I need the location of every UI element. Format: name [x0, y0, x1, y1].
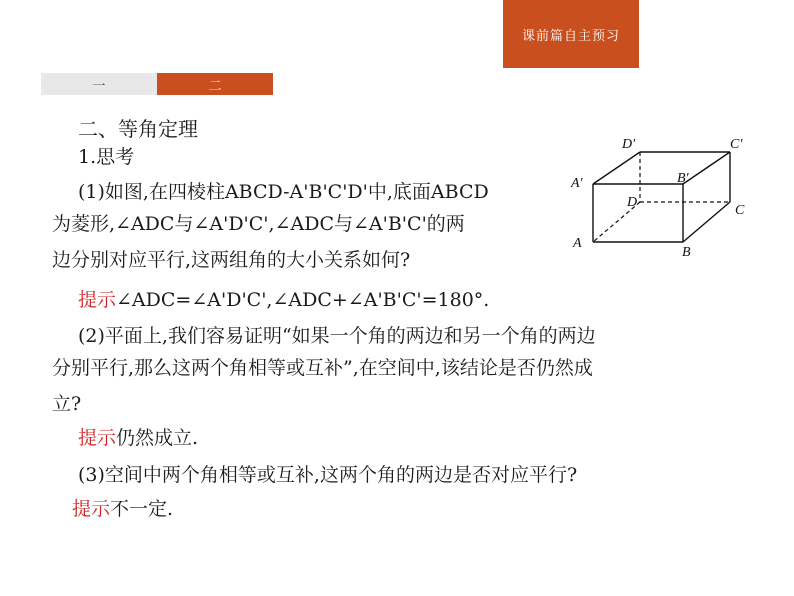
label-B: B [682, 245, 691, 260]
answer-3-text: 不一定. [110, 498, 174, 520]
label-B1: B′ [677, 171, 689, 186]
question-2-line-1: (2)平面上,我们容易证明“如果一个角的两边和另一个角的两边 [78, 325, 596, 347]
hint-label: 提示 [72, 498, 111, 520]
answer-2-text: 仍然成立. [116, 427, 199, 449]
tab-1[interactable]: 一 [41, 73, 157, 95]
label-D: D [627, 195, 638, 210]
hint-label: 提示 [78, 289, 117, 311]
question-3: (3)空间中两个角相等或互补,这两个角的两边是否对应平行? [78, 464, 578, 486]
question-2-line-2: 分别平行,那么这两个角相等或互补”,在空间中,该结论是否仍然成 [52, 357, 593, 379]
label-C1: C′ [730, 137, 743, 152]
section-label: 课前篇自主预习 [503, 0, 639, 68]
question-1-line-2: 为菱形,∠ADC与∠A'D'C',∠ADC与∠A'B'C'的两 [52, 213, 465, 235]
answer-1-text: ∠ADC=∠A'D'C',∠ADC+∠A'B'C'=180°. [116, 289, 490, 311]
label-A1: A′ [571, 176, 583, 191]
section-heading: 二、等角定理 [78, 117, 198, 141]
label-A: A [573, 236, 582, 251]
subheading: 1.思考 [78, 146, 135, 168]
question-2-line-3: 立? [52, 393, 82, 415]
label-C: C [735, 203, 745, 218]
hint-label: 提示 [78, 427, 117, 449]
question-1-line-1: (1)如图,在四棱柱ABCD-A'B'C'D'中,底面ABCD [78, 181, 489, 203]
prism-diagram [565, 132, 765, 262]
question-1-line-3: 边分别对应平行,这两组角的大小关系如何? [52, 249, 411, 271]
label-D1: D′ [622, 137, 636, 152]
answer-3 [72, 496, 173, 522]
tab-bar [41, 73, 273, 95]
answer-2 [78, 425, 198, 451]
tab-2[interactable]: 二 [157, 73, 273, 95]
answer-1 [78, 287, 489, 313]
